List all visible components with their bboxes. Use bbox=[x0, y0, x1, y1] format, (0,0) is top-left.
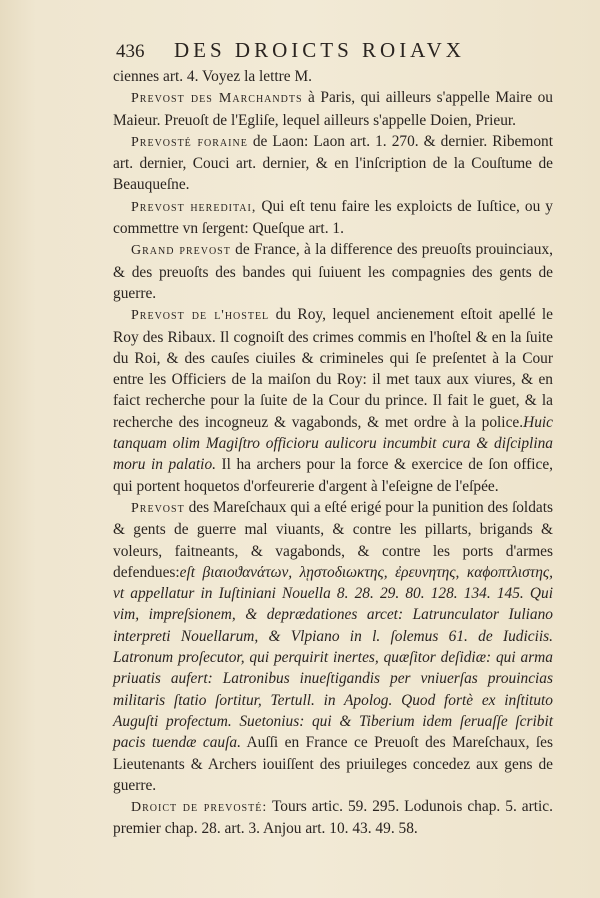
entry-lemma: Prevosté foraine bbox=[131, 134, 248, 150]
running-title: DES DROICTS ROIAVX bbox=[174, 38, 465, 62]
paragraph bbox=[113, 796, 553, 840]
paragraph bbox=[113, 239, 553, 304]
page-number: 436 bbox=[116, 41, 145, 62]
paragraph-text: de Laon: Laon art. 1. 270. & dernier. Ribemont art. dernier, Couci art. dernier, & en l'inſcription de la Couſtume de Beauqueſne. bbox=[113, 132, 553, 194]
paragraph-text: ciennes art. 4. Voyez la lettre M. bbox=[113, 68, 313, 85]
paragraph-text: des Mareſchaux qui a eſté erigé pour la punition des ſoldats & gents de guerre mal viuants, & contre les pillarts, brigands & voleurs, faitneants, & vagabonds, & contre les ports d'armes defendues: bbox=[113, 498, 553, 581]
entry-lemma: Grand prevost bbox=[131, 243, 231, 259]
entry-lemma: Prevost des Marchandts bbox=[131, 91, 303, 107]
paragraph-text: Qui eſt tenu faire les exploicts de Iuſtice, ou y commettre vn ſergent: Queſque art. 1. bbox=[113, 197, 553, 238]
page-header bbox=[116, 38, 556, 63]
body-text bbox=[113, 66, 553, 840]
paragraph-text: du Roy, lequel ancienement eſtoit apellé le Roy des Ribaux. Il cognoiſt des crimes commis en l'hoſtel & en la ſuite du Roi, & des cauſes ciuiles & crimineles qui ſe preſentet à la Cour entre les Officiers de la maiſon du Roy: il met taux aux viures, & en faict recherche pour la ſuite de la Cour du prince. Il fait le guet, & la recherche des incogneuz & vagabonds, & met ordre à la police. bbox=[113, 306, 553, 431]
paragraph-text: Auſſi en France ce Preuoſt des Mareſchaux, ſes Lieutenants & Archers iouiſſent des priuileges concedez aux gens de guerre. bbox=[113, 734, 553, 794]
entry-lemma: Prevost de l'hostel bbox=[131, 308, 270, 324]
latin-passage: Huic tanquam olim Magiſtro officioru aulicoru incumbit cura & diſciplina moru in palatio. bbox=[113, 413, 553, 474]
entry-lemma: Droict de prevosté: bbox=[131, 800, 268, 816]
latin-passage: eſt βιαιοϑανάτων, λῃστοδιωκτης, ἐρευνητης, καϕοπτλιστης, vt appellatur in Iuſtiniani Nouella 8. 28. 29. 80. 128. 134. 145. Qui vim, impreſsionem, & deprædationes arcet: Latrunculator Iuliano interpreti Nouellarum, & Vlpiano in l. ſolemus 61. de Iudiciis. Latronum proſecutor, qui perquirit inertes, quæſitor deſidiæ: qui arma priuatis aufert: Latronibus inueſtigandis per vniuerſas prouincias militaris ſtatio ſortitur, Tertull. in Apolog. Quod fortè ex inſtituto Auguſti profectum. Suetonius: qui & Tiberium idem ſeruaſſe ſcribit pacis tuendæ cauſa. bbox=[113, 563, 553, 752]
entry-lemma: Prevost bbox=[131, 500, 185, 516]
paragraph-text: à Paris, qui ailleurs s'appelle Maire ou Maieur. Preuoſt de l'Egliſe, lequel ailleurs s'appelle Doien, Prieur. bbox=[113, 89, 554, 129]
paragraph bbox=[113, 196, 553, 240]
paragraph bbox=[113, 497, 553, 796]
paragraph-text: de France, à la difference des preuoſts prouinciaux, & des preuoſts des bandes qui ſuiuent les compagnies des gents de guerre. bbox=[113, 241, 553, 302]
paragraph bbox=[113, 304, 553, 497]
paragraph-text: Il ha archers pour la force & exercice de ſon office, qui portent hoquetos d'orfeurerie d'argent à l'eſeigne de l'eſpée. bbox=[113, 456, 553, 495]
entry-lemma: Prevost hereditai, bbox=[131, 199, 257, 215]
paragraph bbox=[113, 66, 553, 87]
paragraph bbox=[113, 131, 553, 196]
paragraph-text: Tours artic. 59. 295. Lodunois chap. 5. artic. premier chap. 28. art. 3. Anjou art. 10. 43. 49. 58. bbox=[113, 798, 553, 838]
paragraph bbox=[113, 87, 553, 131]
